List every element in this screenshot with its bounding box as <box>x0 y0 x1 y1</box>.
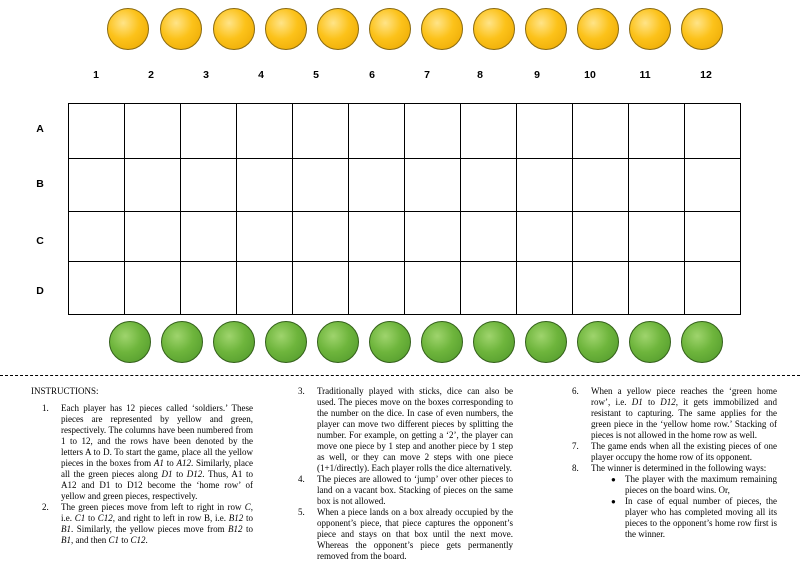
board-cell[interactable] <box>237 262 293 315</box>
board-cell[interactable] <box>125 212 181 262</box>
yellow-piece[interactable] <box>160 8 202 50</box>
green-piece[interactable] <box>421 321 463 363</box>
board-cell[interactable] <box>69 212 125 262</box>
board-cell[interactable] <box>349 159 405 212</box>
board-cell[interactable] <box>293 212 349 262</box>
board-row <box>69 104 741 159</box>
yellow-piece[interactable] <box>421 8 463 50</box>
board-cell[interactable] <box>573 159 629 212</box>
board-cell[interactable] <box>293 159 349 212</box>
board-cell[interactable] <box>461 262 517 315</box>
board-cell[interactable] <box>349 212 405 262</box>
green-piece[interactable] <box>317 321 359 363</box>
board-cell[interactable] <box>293 262 349 315</box>
column-number: 3 <box>203 69 209 81</box>
rule-3: 3. Traditionally played with sticks, dice can also be used. The pieces move on the boxes corresponding to the number on the dice. In case of even numbers, the player can move two different pieces by splitting the number. For example, on getting a ‘2’, the player can move one piece by 1 step and another piece by 1 step as well, or they can move 2 steps with one piece (1+1/directly). Each player rolls the dice alternatively. <box>298 386 513 473</box>
game-board <box>68 103 741 315</box>
yellow-piece[interactable] <box>317 8 359 50</box>
board-cell[interactable] <box>181 262 237 315</box>
board-cell[interactable] <box>461 104 517 159</box>
board-row <box>69 212 741 262</box>
board-cell[interactable] <box>629 159 685 212</box>
column-number: 6 <box>369 69 375 81</box>
green-piece[interactable] <box>577 321 619 363</box>
board-cell[interactable] <box>629 212 685 262</box>
column-number: 7 <box>424 69 430 81</box>
yellow-piece[interactable] <box>369 8 411 50</box>
instructions-column-2 <box>298 386 513 562</box>
rule-number: 5. <box>298 507 305 517</box>
column-number: 8 <box>477 69 483 81</box>
board-cell[interactable] <box>685 104 741 159</box>
instructions-heading: INSTRUCTIONS: <box>31 386 99 396</box>
board-cell[interactable] <box>125 104 181 159</box>
board-cell[interactable] <box>405 212 461 262</box>
rule-number: 7. <box>572 441 579 451</box>
yellow-piece[interactable] <box>107 8 149 50</box>
bullet-item: ● The player with the maximum remaining pieces on the board wins. Or, <box>611 474 777 495</box>
row-label: A <box>36 123 44 135</box>
board-cell[interactable] <box>69 159 125 212</box>
board-cell[interactable] <box>629 262 685 315</box>
board-row <box>69 159 741 212</box>
board-cell[interactable] <box>405 262 461 315</box>
board-cell[interactable] <box>573 212 629 262</box>
green-piece[interactable] <box>109 321 151 363</box>
board-cell[interactable] <box>685 212 741 262</box>
yellow-piece[interactable] <box>213 8 255 50</box>
board-cell[interactable] <box>573 262 629 315</box>
board-cell[interactable] <box>181 104 237 159</box>
board-cell[interactable] <box>237 104 293 159</box>
green-piece[interactable] <box>681 321 723 363</box>
board-cell[interactable] <box>405 159 461 212</box>
rule-number: 4. <box>298 474 305 484</box>
green-piece[interactable] <box>161 321 203 363</box>
green-piece[interactable] <box>265 321 307 363</box>
rule-5: 5. When a piece lands on a box already occupied by the opponent’s piece, that piece captures the opponent’s piece and stays on that box until the next move. Whereas the opponent’s piece gets permanently removed from the board. <box>298 507 513 561</box>
board-cell[interactable] <box>517 159 573 212</box>
bullet-icon: ● <box>611 497 616 506</box>
column-number: 12 <box>700 69 712 81</box>
yellow-piece[interactable] <box>473 8 515 50</box>
column-number: 11 <box>639 69 651 81</box>
rule-6: 6. When a yellow piece reaches the ‘green home row’, i.e. D1 to D12, it gets immobilized and resistant to capturing. The same applies for the green piece in the ‘yellow home row.’ Stacking of pieces is not allowed in the home row as well. <box>572 386 777 440</box>
green-piece[interactable] <box>525 321 567 363</box>
board-cell[interactable] <box>237 159 293 212</box>
column-number: 5 <box>313 69 319 81</box>
board-cell[interactable] <box>293 104 349 159</box>
board-cell[interactable] <box>629 104 685 159</box>
green-piece[interactable] <box>369 321 411 363</box>
green-piece[interactable] <box>213 321 255 363</box>
board-cell[interactable] <box>349 104 405 159</box>
rule-4: 4. The pieces are allowed to ‘jump’ over other pieces to land on a vacant box. Stacking of pieces on the same box is not allowed. <box>298 474 513 506</box>
board-cell[interactable] <box>685 262 741 315</box>
green-piece[interactable] <box>473 321 515 363</box>
column-number: 10 <box>584 69 596 81</box>
board-cell[interactable] <box>461 159 517 212</box>
board-cell[interactable] <box>69 104 125 159</box>
yellow-piece[interactable] <box>525 8 567 50</box>
yellow-piece[interactable] <box>681 8 723 50</box>
rule-1: 1. Each player has 12 pieces called ‘soldiers.’ These pieces are represented by yellow and green, respectively. The columns have been numbered from 1 to 12, and the rows have been denoted by the letters A to D. To start the game, place all the yellow pieces in the boxes from A1 to A12. Similarly, place all the green pieces along D1 to D12. Thus, A1 to A12 and D1 to D12 become the ‘home row’ of yellow and green pieces, respectively. <box>42 403 253 501</box>
board-cell[interactable] <box>349 262 405 315</box>
board-cell[interactable] <box>181 159 237 212</box>
row-label: D <box>36 285 44 297</box>
rule-7: 7. The game ends when all the existing pieces of one player occupy the home row of its opponent. <box>572 441 777 462</box>
rule-number: 1. <box>42 403 49 413</box>
board-cell[interactable] <box>517 104 573 159</box>
column-number: 9 <box>534 69 540 81</box>
board-row <box>69 262 741 315</box>
column-number: 4 <box>258 69 264 81</box>
board-cell[interactable] <box>181 212 237 262</box>
board-cell[interactable] <box>517 212 573 262</box>
column-number: 1 <box>93 69 99 81</box>
board-cell[interactable] <box>517 262 573 315</box>
board-cell[interactable] <box>573 104 629 159</box>
rule-number: 8. <box>572 463 579 473</box>
dashed-divider <box>0 375 800 376</box>
board-cell[interactable] <box>125 262 181 315</box>
column-number: 2 <box>148 69 154 81</box>
rule-number: 6. <box>572 386 579 396</box>
rule-number: 2. <box>42 502 49 512</box>
green-piece[interactable] <box>629 321 671 363</box>
yellow-piece[interactable] <box>577 8 619 50</box>
rule-2: 2. The green pieces move from left to right in row C, i.e. C1 to C12, and right to left in row B, i.e. B12 to B1. Similarly, the yellow pieces move from B12 to B1, and then C1 to C12. <box>42 502 253 545</box>
board-cell[interactable] <box>125 159 181 212</box>
row-label: B <box>36 178 44 190</box>
rule-number: 3. <box>298 386 305 396</box>
row-label: C <box>36 235 44 247</box>
rule-8: 8. The winner is determined in the following ways: ● The player with the maximum remaining pieces on the board wins. Or, ● In case of equal number of pieces, the player who has completed moving all its pieces to the opponent’s home row first is the winner. <box>572 463 777 539</box>
yellow-piece[interactable] <box>629 8 671 50</box>
bullet-icon: ● <box>611 475 616 484</box>
yellow-piece[interactable] <box>265 8 307 50</box>
board-cell[interactable] <box>237 212 293 262</box>
board-cell[interactable] <box>461 212 517 262</box>
instructions-column-3 <box>572 386 777 540</box>
board-cell[interactable] <box>405 104 461 159</box>
board-cell[interactable] <box>685 159 741 212</box>
bullet-item: ● In case of equal number of pieces, the player who has completed moving all its pieces to the opponent’s home row first is the winner. <box>611 496 777 539</box>
board-cell[interactable] <box>69 262 125 315</box>
instructions-column-1 <box>31 386 253 546</box>
